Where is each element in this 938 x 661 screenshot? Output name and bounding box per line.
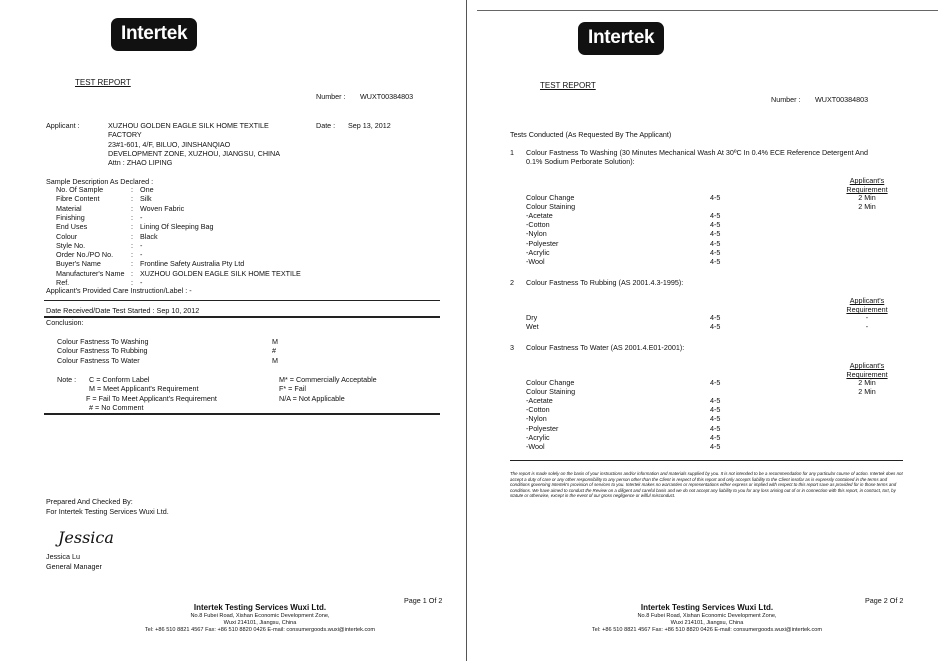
sample-field-value: - (140, 250, 143, 260)
report-number: WUXT00384803 (360, 92, 414, 101)
sample-field-label: Fibre Content (56, 194, 100, 204)
sample-field-colon: : (131, 231, 133, 241)
note-item: M = Meet Applicant's Requirement (89, 384, 199, 394)
test-row-requirement: - (865, 322, 869, 332)
divider-thick (44, 316, 440, 318)
conclusion-label: Conclusion: (46, 318, 84, 327)
sample-field-colon: : (131, 185, 133, 194)
sample-field-label: Material (56, 203, 82, 213)
test-row-result: 4-5 (710, 193, 721, 202)
test-row-label: Wet (526, 322, 539, 332)
section-number: 2 (510, 278, 514, 287)
test-row-label: Colour Change (526, 193, 575, 202)
sample-field-label: Order No./PO No. (56, 250, 114, 260)
test-row-result: 4-5 (710, 396, 721, 406)
conclusion-test: Colour Fastness To Rubbing (57, 346, 148, 356)
test-row-result: 4-5 (710, 220, 721, 230)
test-row-label: -Acrylic (526, 247, 550, 257)
sample-field-colon: : (131, 240, 133, 250)
section-title: Colour Fastness To Rubbing (AS 2001.4.3-1995): (526, 278, 684, 287)
divider-thick (44, 413, 440, 415)
test-row-label: -Cotton (526, 220, 550, 230)
sample-field-value: Frontline Safety Australia Pty Ltd (140, 259, 245, 269)
sample-field-value: - (140, 212, 143, 222)
test-row-result: 4-5 (710, 432, 721, 442)
prepared-for: For Intertek Testing Services Wuxi Ltd. (46, 507, 169, 516)
divider (510, 460, 903, 461)
test-row-label: -Acrylic (526, 432, 550, 442)
test-row-label: -Polyester (526, 423, 559, 433)
requirement-header-line: Requirement (846, 305, 888, 314)
page-top-border (477, 10, 938, 11)
applicant-attn: Attn : ZHAO LIPING (108, 158, 173, 168)
conclusion-result: M (272, 337, 278, 346)
sample-field-label: Manufacturer's Name (56, 268, 125, 278)
section-number: 1 (510, 148, 514, 157)
sample-field-colon: : (131, 194, 133, 204)
date-received: Date Received/Date Test Started : Sep 10, 2012 (46, 306, 200, 315)
disclaimer: The report is made solely on the basis of your instructions and/or information and materials supplied by you. It is not intended to be a recommendation for any particular course of action. Intertek does not accept a duty of care or any other responsibility to any person other than the Client in respect of this report and only accepts liability to the Client insofar as is expressly contained in the terms and conditions governing Intertek's provision of services to you. Intertek makes no warranties or representations either express or implied with respect to this report save as provided for in those terms and conditions. We have aimed to conduct the Review on a diligent and careful basis and we do not accept any liability to you for any loss arising out of or in connection with this report, in contract, tort, by statute or otherwise, except in the event of our gross negligence or wilful misconduct. (510, 471, 903, 499)
sample-field-colon: : (131, 278, 133, 287)
test-row-result: 4-5 (710, 229, 721, 239)
tests-heading: Tests Conducted (As Requested By The Applicant) (510, 130, 672, 139)
section-title: Colour Fastness To Washing (30 Minutes Mechanical Wash At 30ºC In 0.4% ECE Reference Detergent And (526, 148, 868, 157)
note-item: F = Fail To Meet Applicant's Requirement (86, 393, 217, 403)
report-page-2 (467, 0, 938, 661)
test-row-label: -Wool (526, 256, 545, 266)
sample-field-value: XUZHOU GOLDEN EAGLE SILK HOME TEXTILE (140, 268, 301, 278)
sample-field-value: Black (140, 231, 158, 241)
sample-field-colon: : (131, 203, 133, 213)
divider (44, 300, 440, 301)
test-row-requirement: 2 Min (858, 378, 876, 387)
footer-company: Intertek Testing Services Wuxi Ltd. (640, 603, 774, 612)
requirement-header-line: Requirement (846, 370, 888, 379)
page-title: TEST REPORT (75, 78, 131, 87)
sample-field-label: Buyer's Name (56, 259, 101, 269)
footer-contact: Tel: +86 510 8821 4567 Fax: +86 510 8820 0426 E-mail: consumergoods.wuxi@intertek.com (144, 627, 376, 633)
intertek-logo: Intertek (578, 22, 664, 55)
conclusion-result: # (272, 346, 276, 356)
prepared-by: Prepared And Checked By: (46, 497, 133, 506)
applicant-line: 23#1-601, 4/F, BILUO, JINSHANQIAO (108, 139, 231, 149)
test-row-result: 4-5 (710, 423, 721, 433)
test-row-label: -Nylon (526, 229, 547, 239)
conclusion-test: Colour Fastness To Washing (57, 337, 149, 346)
signature: Jessica (58, 528, 114, 547)
footer-address-line: No.8 Fubei Road, Xishan Economic Development Zone, (190, 613, 330, 619)
applicant-line: FACTORY (108, 130, 142, 140)
sample-field-label: Colour (56, 231, 78, 241)
report-page-1 (0, 0, 467, 661)
report-number-label: Number : (771, 95, 801, 104)
footer-address (110, 613, 410, 634)
test-row-label: Colour Staining (526, 202, 576, 212)
intertek-logo: Intertek (111, 18, 197, 51)
footer-contact: Tel: +86 510 8821 4567 Fax: +86 510 8820 0426 E-mail: consumergoods.wuxi@intertek.com (591, 627, 823, 633)
sample-field-colon: : (131, 250, 133, 260)
footer-address (557, 613, 857, 634)
sample-field-colon: : (131, 268, 133, 278)
test-row-requirement: - (865, 313, 869, 322)
sample-field-value: Silk (140, 194, 152, 204)
sample-field-colon: : (131, 259, 133, 269)
test-row-result: 4-5 (710, 378, 721, 387)
date-label: Date : (316, 121, 336, 130)
test-row-result: 4-5 (710, 322, 721, 332)
test-row-requirement: 2 Min (858, 193, 876, 202)
care-instruction: Applicant's Provided Care Instruction/Label : - (46, 286, 192, 295)
report-date: Sep 13, 2012 (348, 121, 391, 130)
test-row-result: 4-5 (710, 238, 721, 248)
report-number-label: Number : (316, 92, 346, 101)
sample-field-value: - (140, 240, 143, 250)
section-number: 3 (510, 343, 514, 352)
requirement-header (835, 296, 899, 314)
conclusion-result: M (272, 355, 278, 365)
test-row-label: -Nylon (526, 414, 547, 424)
sample-field-label: Ref. (56, 278, 70, 287)
note-item: # = No Comment (89, 402, 144, 412)
sample-field-label: End Uses (56, 222, 88, 232)
page-title: TEST REPORT (540, 81, 596, 90)
sample-field-label: Finishing (56, 212, 85, 222)
notes-left (86, 375, 217, 412)
test-row-label: -Cotton (526, 405, 550, 415)
section-title: 0.1% Sodium Perborate Solution): (526, 157, 635, 167)
applicant-block (108, 121, 280, 167)
conclusion-test: Colour Fastness To Water (57, 355, 140, 365)
sample-field-value: One (140, 185, 154, 194)
test-row-result: 4-5 (710, 405, 721, 415)
applicant-line: XUZHOU GOLDEN EAGLE SILK HOME TEXTILE (108, 121, 269, 130)
page-number: Page 1 Of 2 (404, 596, 443, 605)
note-item: N/A = Not Applicable (279, 393, 345, 403)
note-label: Note : (57, 375, 77, 384)
requirement-header-line: Applicant's (849, 361, 885, 370)
footer-company: Intertek Testing Services Wuxi Ltd. (193, 603, 327, 612)
test-row-requirement: 2 Min (858, 202, 876, 212)
signer-title: General Manager (46, 562, 102, 571)
sample-field-value: Lining Of Sleeping Bag (140, 222, 214, 232)
footer-address-line: Wuxi 214101, Jiangsu, China (223, 620, 297, 626)
test-row-label: Colour Change (526, 378, 575, 387)
requirement-header-line: Applicant's (849, 176, 885, 185)
test-row-requirement: 2 Min (858, 387, 876, 397)
note-item: C = Conform Label (89, 375, 150, 384)
notes-right (279, 375, 377, 403)
test-row-label: -Acetate (526, 396, 553, 406)
sample-field-colon: : (131, 212, 133, 222)
signer-name: Jessica Lu (46, 552, 80, 561)
note-item: M* = Commercially Acceptable (279, 375, 377, 384)
section-title: Colour Fastness To Water (AS 2001.4.E01-2001): (526, 343, 685, 352)
footer-address-line: No.8 Fubei Road, Xishan Economic Development Zone, (637, 613, 777, 619)
test-row-result: 4-5 (710, 414, 721, 424)
applicant-line: DEVELOPMENT ZONE, XUZHOU, JIANGSU, CHINA (108, 148, 280, 158)
sample-field-colon: : (131, 222, 133, 232)
page-number: Page 2 Of 2 (865, 596, 904, 605)
sample-description-heading: Sample Description As Declared : (46, 177, 154, 186)
test-row-label: Dry (526, 313, 538, 322)
sample-field-label: No. Of Sample (56, 185, 104, 194)
requirement-header-line: Applicant's (849, 296, 885, 305)
test-row-result: 4-5 (710, 441, 721, 451)
sample-field-value: - (140, 278, 143, 287)
test-row-result: 4-5 (710, 247, 721, 257)
test-row-result: 4-5 (710, 256, 721, 266)
sample-field-value: Woven Fabric (140, 203, 185, 213)
requirement-header (835, 361, 899, 379)
sample-field-label: Style No. (56, 240, 86, 250)
test-row-result: 4-5 (710, 211, 721, 221)
applicant-label: Applicant : (46, 121, 80, 130)
note-item: F* = Fail (279, 384, 306, 394)
test-row-label: -Polyester (526, 238, 559, 248)
requirement-header-line: Requirement (846, 185, 888, 194)
requirement-header (835, 176, 899, 194)
report-number: WUXT00384803 (815, 95, 869, 104)
test-row-label: Colour Staining (526, 387, 576, 397)
test-row-result: 4-5 (710, 313, 721, 322)
test-row-label: -Wool (526, 441, 545, 451)
test-row-label: -Acetate (526, 211, 553, 221)
footer-address-line: Wuxi 214101, Jiangsu, China (670, 620, 744, 626)
